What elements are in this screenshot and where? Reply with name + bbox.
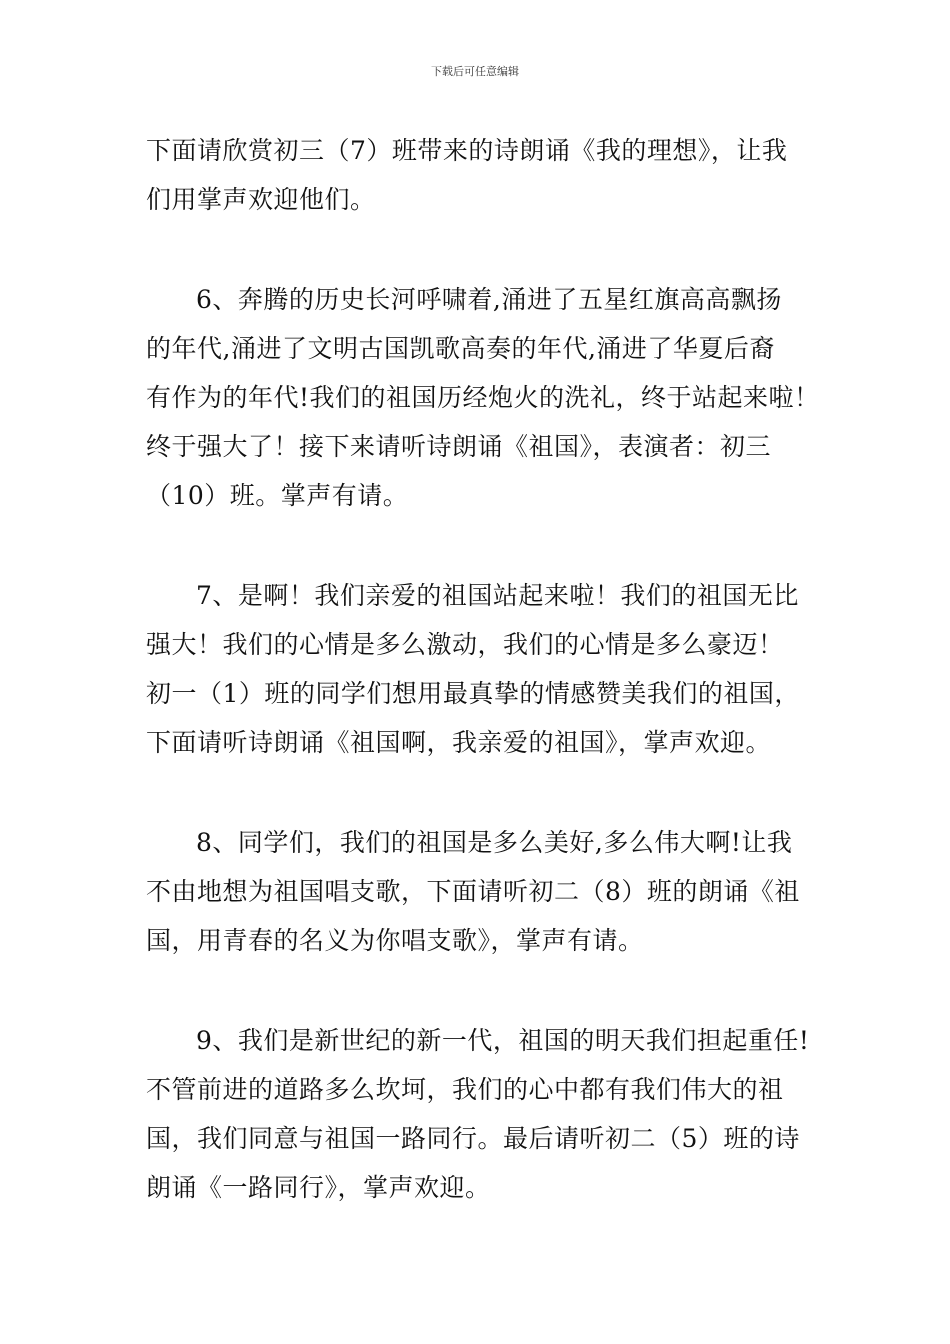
page-header: 下载后可任意编辑 xyxy=(431,65,519,78)
paragraph-line: 6、奔腾的历史长河呼啸着,涌进了五星红旗高高飘扬 xyxy=(196,285,782,314)
paragraph-line: 不管前进的道路多么坎坷，我们的心中都有我们伟大的祖 xyxy=(146,1075,784,1104)
document-body xyxy=(146,126,818,1212)
paragraph-line: 下面请听诗朗诵《祖国啊，我亲爱的祖国》，掌声欢迎。 xyxy=(146,728,772,757)
paragraph-line: 朗诵《一路同行》，掌声欢迎。 xyxy=(146,1173,491,1202)
paragraph-line: 9、我们是新世纪的新一代，祖国的明天我们担起重任! xyxy=(196,1026,810,1055)
paragraph-line: 不由地想为祖国唱支歌，下面请听初二（8）班的朗诵《祖 xyxy=(146,877,800,906)
paragraph-line: 8、同学们，我们的祖国是多么美好,多么伟大啊!让我 xyxy=(196,828,793,857)
paragraph-line: 强大！我们的心情是多么激动，我们的心情是多么豪迈！ xyxy=(146,630,784,659)
paragraph-line: 们用掌声欢迎他们。 xyxy=(146,185,376,214)
paragraph-7 xyxy=(146,571,818,767)
paragraph-gap xyxy=(146,520,818,571)
paragraph-line: 终于强大了！接下来请听诗朗诵《祖国》，表演者：初三 xyxy=(146,432,772,461)
paragraph-line: 有作为的年代!我们的祖国历经炮火的洗礼，终于站起来啦！ xyxy=(146,383,820,412)
paragraph-6 xyxy=(146,275,818,520)
paragraph-gap xyxy=(146,224,818,275)
paragraph-line: 初一（1）班的同学们想用最真挚的情感赞美我们的祖国， xyxy=(146,679,800,708)
paragraph-gap xyxy=(146,965,818,1016)
paragraph-line: （10）班。掌声有请。 xyxy=(146,481,409,510)
paragraph-8 xyxy=(146,818,818,965)
paragraph-line: 国，我们同意与祖国一路同行。最后请听初二（5）班的诗 xyxy=(146,1124,800,1153)
paragraph-line: 下面请欣赏初三（7）班带来的诗朗诵《我的理想》，让我 xyxy=(146,136,788,165)
paragraph-line: 的年代,涌进了文明古国凯歌高奏的年代,涌进了华夏后裔 xyxy=(146,334,775,363)
paragraph-gap xyxy=(146,767,818,818)
paragraph-intro xyxy=(146,126,818,224)
paragraph-line: 国，用青春的名义为你唱支歌》，掌声有请。 xyxy=(146,926,644,955)
paragraph-9 xyxy=(146,1016,818,1212)
paragraph-line: 7、是啊！我们亲爱的祖国站起来啦！我们的祖国无比 xyxy=(196,581,799,610)
